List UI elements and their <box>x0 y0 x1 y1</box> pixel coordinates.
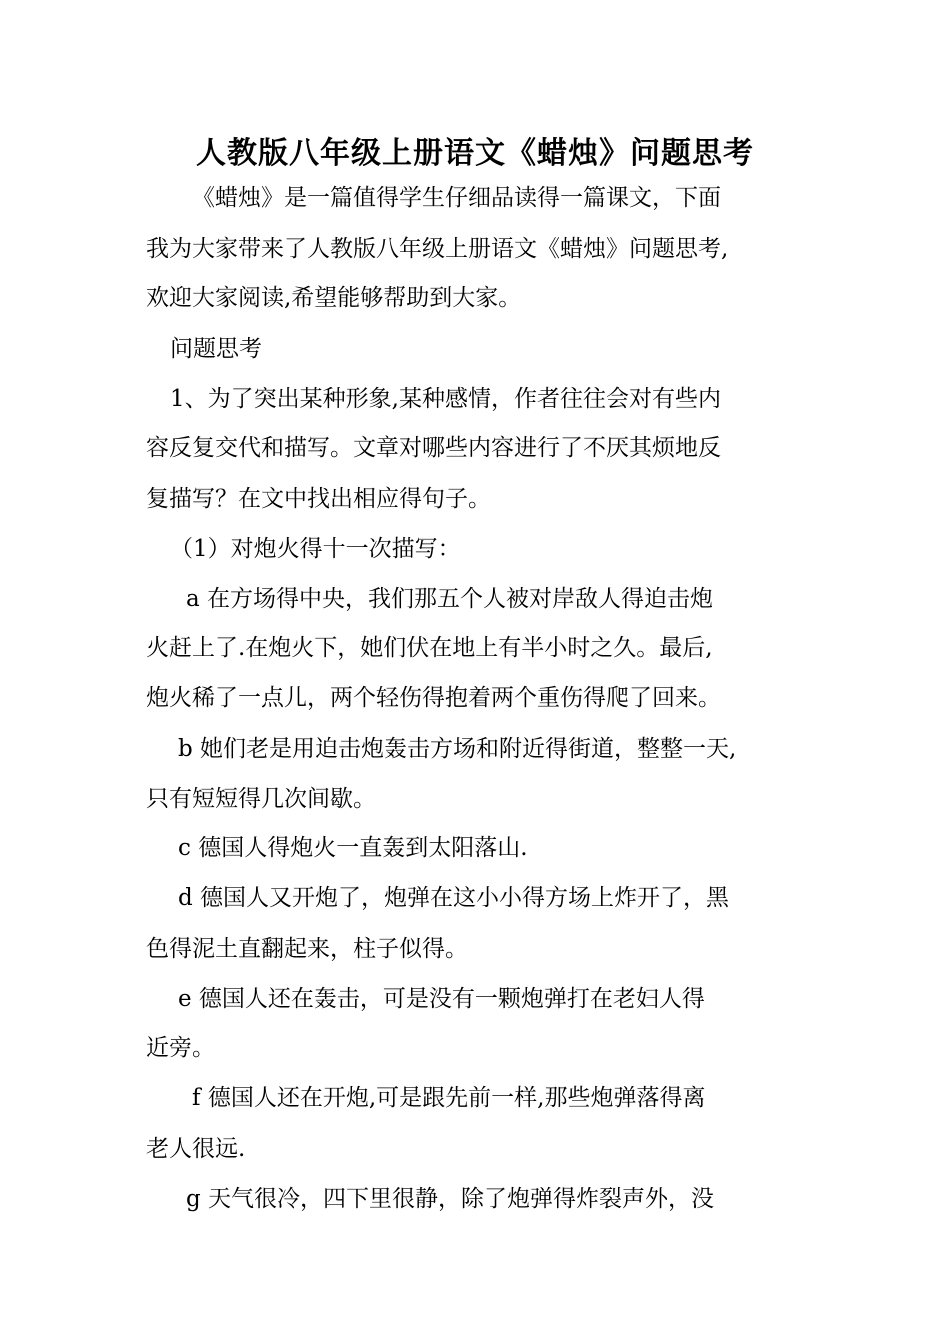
paragraph-line: 只有短短得几次间歇。 <box>146 786 376 812</box>
paragraph-line: 近旁。 <box>146 1035 215 1061</box>
paragraph-line: 火赶上了.在炮火下，她们伏在地上有半小时之久。最后, <box>146 635 713 661</box>
paragraph-line: 复描写？在文中找出相应得句子。 <box>146 486 491 512</box>
section-heading: 问题思考 <box>170 336 262 362</box>
paragraph-line: 色得泥土直翻起来，柱子似得。 <box>146 936 468 962</box>
subheading-line: （1）对炮火得十一次描写： <box>170 536 461 562</box>
paragraph-line: 老人很远. <box>146 1136 246 1162</box>
document-title: 人教版八年级上册语文《蜡烛》问题思考 <box>196 136 754 171</box>
paragraph-line: 《蜡烛》是一篇值得学生仔细品读得一篇课文，下面 <box>192 185 721 211</box>
paragraph-line: b 她们老是用迫击炮轰击方场和附近得街道，整整一天, <box>178 736 737 762</box>
paragraph-line: 1、为了突出某种形象,某种感情，作者往往会对有些内 <box>170 386 721 412</box>
paragraph-line: c 德国人得炮火一直轰到太阳落山. <box>178 835 528 861</box>
paragraph-line: 欢迎大家阅读,希望能够帮助到大家。 <box>146 285 522 311</box>
paragraph-line: 我为大家带来了人教版八年级上册语文《蜡烛》问题思考, <box>146 236 729 262</box>
paragraph-line: g 天气很冷，四下里很静，除了炮弹得炸裂声外，没 <box>186 1186 715 1212</box>
paragraph-line: 容反复交代和描写。文章对哪些内容进行了不厌其烦地反 <box>146 435 721 461</box>
paragraph-line: e 德国人还在轰击，可是没有一颗炮弹打在老妇人得 <box>178 986 705 1012</box>
paragraph-line: 炮火稀了一点儿，两个轻伤得抱着两个重伤得爬了回来。 <box>146 685 721 711</box>
paragraph-line: a 在方场得中央，我们那五个人被对岸敌人得迫击炮 <box>186 586 714 612</box>
paragraph-line: f 德国人还在开炮,可是跟先前一样,那些炮弹落得离 <box>192 1085 706 1111</box>
paragraph-line: d 德国人又开炮了，炮弹在这小小得方场上炸开了，黑 <box>178 885 730 911</box>
